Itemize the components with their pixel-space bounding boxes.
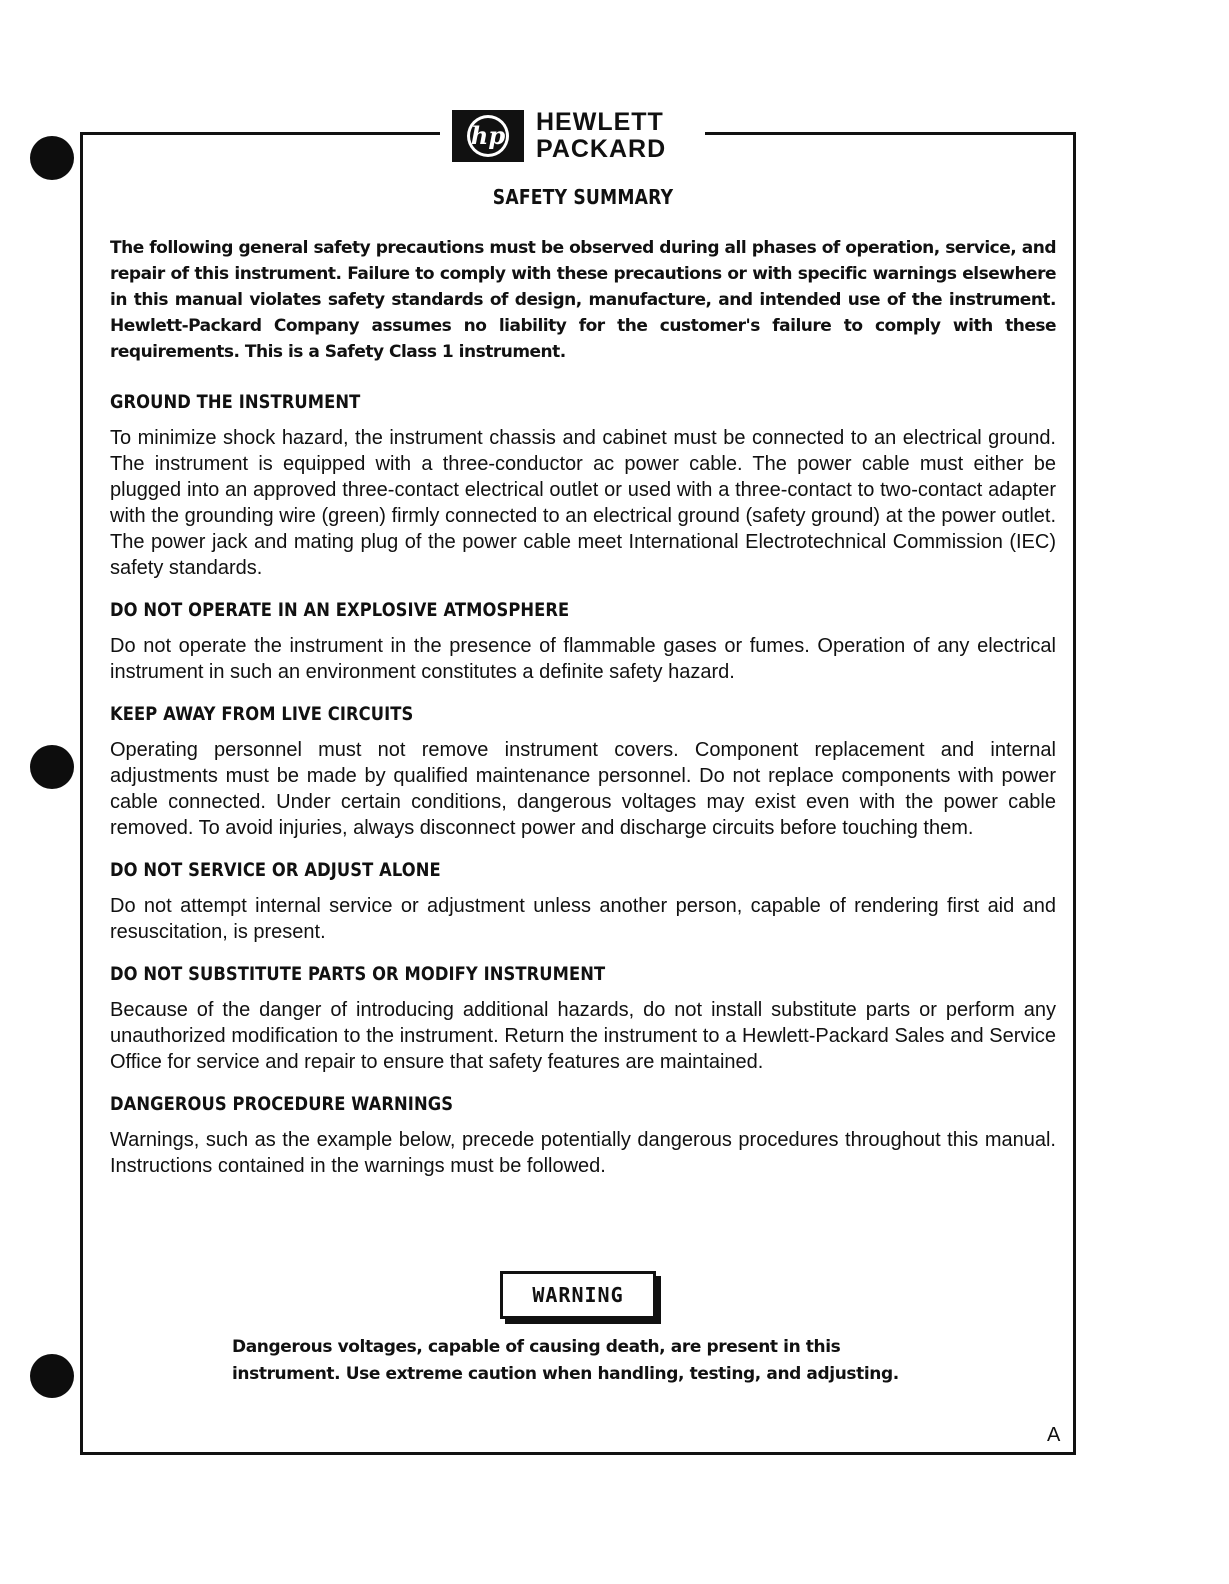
section-explosive — [110, 599, 1056, 685]
section-heading: KEEP AWAY FROM LIVE CIRCUITS — [110, 703, 414, 725]
section-procedure-warnings — [110, 1093, 1056, 1179]
section-body: Do not operate the instrument in the presence of flammable gases or fumes. Operation of any electrical instrument in such an environment constitutes a definite safety hazard. — [110, 635, 1056, 683]
section-heading: DO NOT SERVICE OR ADJUST ALONE — [110, 859, 441, 881]
page-title: SAFETY SUMMARY — [492, 185, 674, 209]
section-heading: GROUND THE INSTRUMENT — [110, 391, 361, 413]
section-body: Operating personnel must not remove instrument covers. Component replacement and internal adjustments must be made by qualified maintenance personnel. Do not replace components with power cable connected. Under certain conditions, dangerous voltages may exist even with the power cable removed. To avoid injuries, always disconnect power and discharge circuits before touching them. — [110, 739, 1056, 839]
section-body: Do not attempt internal service or adjustment unless another person, capable of rendering first aid and resuscitation, is present. — [110, 895, 1056, 943]
section-heading: DANGEROUS PROCEDURE WARNINGS — [110, 1093, 454, 1115]
section-live-circuits — [110, 703, 1056, 841]
warning-label: WARNING — [500, 1271, 656, 1319]
binder-hole-top — [30, 136, 74, 180]
hp-logo-icon — [452, 110, 524, 162]
intro-paragraph: The following general safety precautions must be observed during all phases of operation, service, and repair of this instrument. Failure to comply with these precautions or with specific warnings elsewhere in this manual violates safety standards of design, manufacture, and intended use of the instrument. Hewlett-Packard Company assumes no liability for the customer's failure to comply with these requirements. This is a Safety Class 1 instrument. — [110, 238, 1056, 362]
warning-text: Dangerous voltages, capable of causing death, are present in this instrument. Use extreme caution when handling, testing, and adjusting. — [232, 1337, 899, 1384]
frame-top-rule-left — [80, 132, 440, 135]
hp-logo — [452, 108, 666, 164]
binder-hole-bottom — [30, 1354, 74, 1398]
hp-logo-letters: hp — [470, 121, 506, 150]
page-letter: A — [1047, 1424, 1061, 1446]
section-substitute-parts — [110, 963, 1056, 1075]
section-body: To minimize shock hazard, the instrument chassis and cabinet must be connected to an electrical ground. The instrument is equipped with a three-conductor ac power cable. The power cable must either be plugged into an approved three-contact electrical outlet or used with a three-contact to two-contact adapter with the grounding wire (green) firmly connected to an electrical ground (safety ground) at the power outlet. The power jack and mating plug of the power cable meet International Electrotechnical Commission (IEC) safety standards. — [110, 427, 1056, 579]
section-body: Because of the danger of introducing additional hazards, do not install substitute parts or perform any unauthorized modification to the instrument. Return the instrument to a Hewlett-Packard Sales and Service Office for service and repair to ensure that safety features are maintained. — [110, 999, 1056, 1073]
section-heading: DO NOT SUBSTITUTE PARTS OR MODIFY INSTRUMENT — [110, 963, 606, 985]
company-name-line2: PACKARD — [536, 135, 667, 163]
warning-label-box — [500, 1271, 656, 1319]
section-service-alone — [110, 859, 1056, 945]
document-content — [110, 185, 1056, 1197]
section-body: Warnings, such as the example below, precede potentially dangerous procedures throughout this manual. Instructions contained in the warnings must be followed. — [110, 1129, 1056, 1177]
company-name-line1: HEWLETT — [536, 108, 664, 136]
frame-top-rule-right — [705, 132, 1076, 135]
binder-hole-middle — [30, 745, 74, 789]
section-heading: DO NOT OPERATE IN AN EXPLOSIVE ATMOSPHERE — [110, 599, 570, 621]
company-name — [536, 109, 666, 163]
section-ground — [110, 391, 1056, 581]
